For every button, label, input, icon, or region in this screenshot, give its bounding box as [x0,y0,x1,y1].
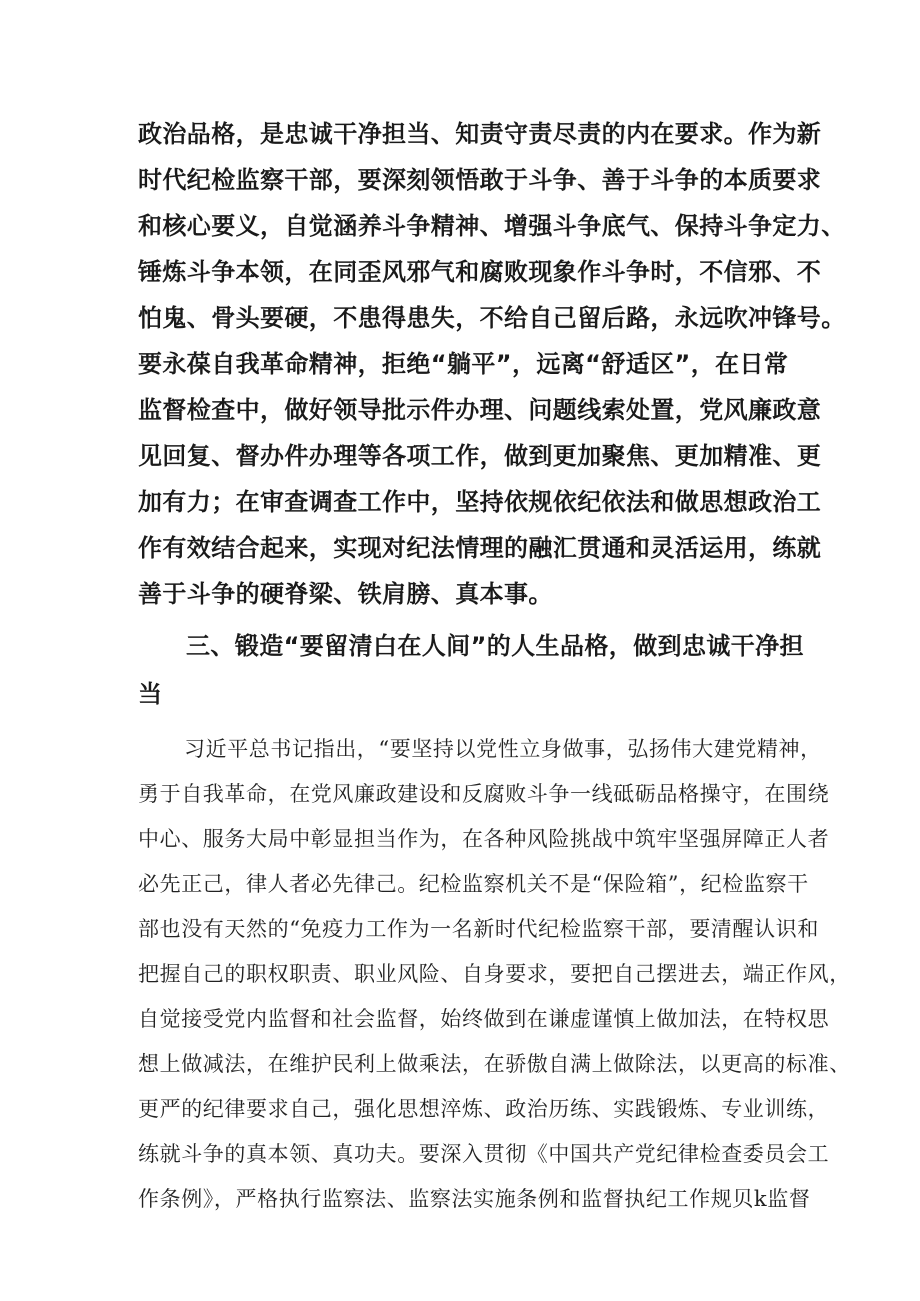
paragraph-line: 中心、服务大局中彰显担当作为，在各种风险挑战中筑牢坚强屏障正人者 [138,827,830,851]
section-heading-line: 当 [138,680,163,708]
paragraph-line: 怕鬼、骨头要硬，不患得患失，不给自己留后路，永远吹冲锋号。 [138,304,846,332]
paragraph-line: 作有效结合起来，实现对纪法情理的融汇贯通和灵活运用，练就 [138,534,822,562]
paragraph-line: 习近平总书记指出，“要坚持以党性立身做事，弘扬伟大建党精神， [184,737,822,761]
section-heading-line: 三、锻造“要留清白在人间”的人生品格，做到忠诚干净担 [186,632,804,660]
paragraph-line: 和核心要义，自觉涵养斗争精神、增强斗争底气、保持斗争定力、 [138,212,846,240]
paragraph-line: 更严的纪律要求自己，强化思想淬炼、政治历练、实践锻炼、专业训练， [138,1097,830,1121]
paragraph-line: 把握自己的职权职责、职业风险、自身要求，要把自己摆进去，端正作风， [138,962,851,986]
paragraph-line: 必先正己，律人者必先律己。纪检监察机关不是“保险箱”，纪检监察干 [138,872,809,896]
paragraph-line: 加有力；在审查调查工作中，坚持依规依纪依法和做思想政治工 [138,488,822,516]
paragraph-line: 想上做减法，在维护民利上做乘法，在骄傲自满上做除法，以更高的标准、 [138,1052,851,1076]
paragraph-line: 勇于自我革命，在党风廉政建设和反腐败斗争一线砥砺品格操守，在围绕 [138,782,830,806]
paragraph-line: 见回复、督办件办理等各项工作，做到更加聚焦、更加精准、更 [138,442,822,470]
paragraph-line: 时代纪检监察干部，要深刻领悟敢于斗争、善于斗争的本质要求 [138,166,822,194]
paragraph-line: 监督检查中，做好领导批示件办理、问题线索处置，党风廉政意 [138,396,822,424]
paragraph-line: 要永葆自我革命精神，拒绝“躺平”，远离“舒适区”，在日常 [138,350,789,378]
paragraph-line: 善于斗争的硬脊梁、铁肩膀、真本事。 [138,580,553,608]
paragraph-line: 锤炼斗争本领，在同歪风邪气和腐败现象作斗争时，不信邪、不 [138,258,822,286]
paragraph-line: 自觉接受党内监督和社会监督，始终做到在谦虚谨慎上做加法，在特权思 [138,1007,830,1031]
paragraph-line: 练就斗争的真本领、真功夫。要深入贯彻《中国共产党纪律检查委员会工 [138,1142,830,1166]
paragraph-line: 作条例》，严格执行监察法、监察法实施条例和监督执纪工作规贝k监督 [138,1187,811,1211]
paragraph-line: 政治品格，是忠诚干净担当、知责守责尽责的内在要求。作为新 [138,120,822,148]
paragraph-line: 部也没有天然的“免疫力工作为一名新时代纪检监察干部，要清醒认识和 [138,917,819,941]
